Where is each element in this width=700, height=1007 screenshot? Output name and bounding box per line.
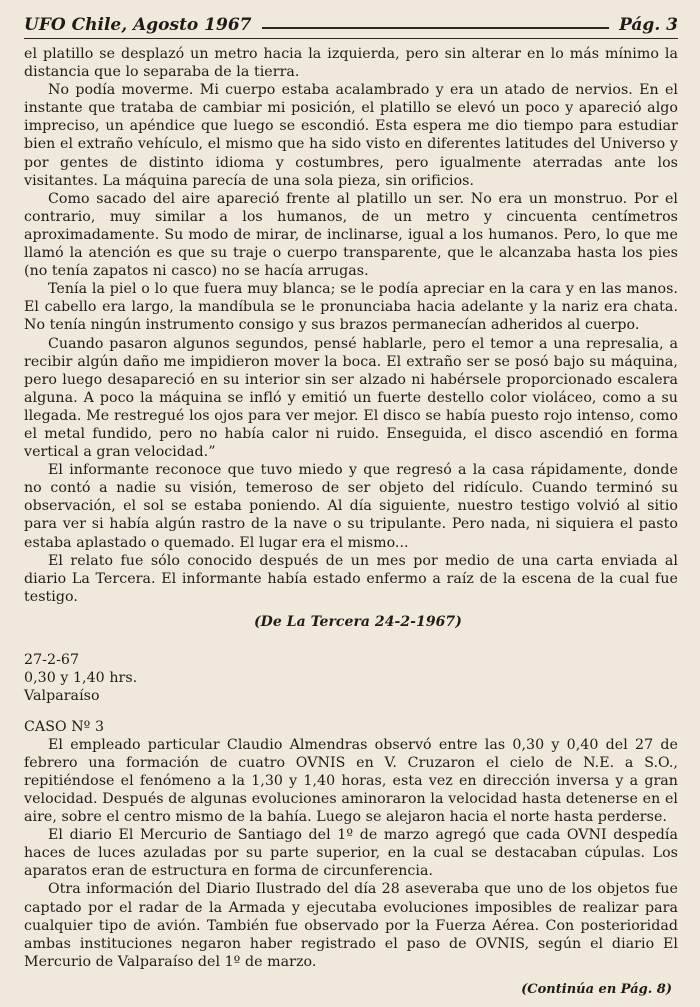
case-time: 0,30 y 1,40 hrs. [24, 670, 138, 687]
article-body [24, 45, 678, 971]
article-paragraph: Como sacado del aire apareció frente al platillo un ser. No era un monstruo. Por el contrario, muy similar a los humanos, de un metro y cincuenta centímetros aproximadamente. Su modo de mirar, de inclinarse, igual a los humanos. Pero, lo que me llamó la atención es que su traje o cuerpo transparente, que le alcanzaba hasta los pies (no tenía zapatos ni casco) no se hacía arrugas. [24, 190, 678, 280]
case-paragraph: El diario El Mercurio de Santiago del 1º de marzo agregó que cada OVNI despedía haces de luces azuladas por su parte superior, en la cual se destacaban cúpulas. Los aparatos eran de estructura en forma de circunferencia. [24, 827, 678, 880]
header-underline [24, 38, 678, 39]
case-title: CASO Nº 3 [24, 718, 105, 735]
page-number: Pág. 3 [619, 15, 678, 35]
case-place: Valparaíso [24, 688, 100, 705]
article-paragraph: El informante reconoce que tuvo miedo y que regresó a la casa rápidamente, donde no contó a nadie su visión, temeroso de ser objeto del ridículo. Cuando terminó su observación, el sol se estaba poniendo. Al día siguiente, nuestro testigo volvió al sitio para ver si había algún rastro de la nave o su tripulante. Pero nada, ni siquiera el pasto estaba aplastado o quemado. El lugar era el mismo... [24, 462, 678, 551]
continued-note: (Continúa en Pág. 8) [521, 982, 672, 997]
article-paragraph: Cuando pasaron algunos segundos, pensé hablarle, pero el temor a una represalia, a recibir algún daño me impidieron mover la boca. El extraño ser se posó bajo su máquina, pero luego desapareció en su interior sin ser alzado ni habérsele proporcionado escalera alguna. A poco la máquina se infló y emitió un fuerte destello color violáceo, como a su llegada. Me restregué los ojos para ver mejor. El disco se había puesto rojo intenso, como el metal fundido, pero no había calor ni ruido. Enseguida, el disco ascendió en forma vertical a gran velocidad.” [24, 335, 678, 461]
case-paragraph: Otra información del Diario Ilustrado del día 28 aseveraba que uno de los objetos fue captado por el radar de la Armada y ejecutaba evoluciones imposibles de realizar para cualquier tipo de avión. También fue observado por la Fuerza Aérea. Con posterioridad ambas instituciones negaron haber registrado el paso de OVNIS, según el diario El Mercurio de Valparaíso del 1º de marzo. [24, 881, 678, 970]
publication-title: UFO Chile, Agosto 1967 [24, 15, 252, 35]
article-paragraph: No podía moverme. Mi cuerpo estaba acalambrado y era un atado de nervios. En el instante que trataba de cambiar mi posición, el platillo se elevó un poco y apareció algo impreciso, un apéndice que luego se escondió. Esta espera me dio tiempo para estudiar bien el extraño vehículo, el mismo que ha sido visto en diferentes latitudes del Universo y por gentes de distinto idioma y costumbres, pero igualmente aterradas ante los visitantes. La máquina parecía de una sola pieza, sin orificios. [24, 82, 678, 189]
article-source: (De La Tercera 24-2-1967) [254, 613, 462, 630]
case-metadata [24, 651, 678, 706]
article-paragraph: el platillo se desplazó un metro hacia la izquierda, pero sin alterar en lo más mínimo la distancia que lo separaba de la tierra. [24, 46, 678, 81]
article-paragraph: Tenía la piel o lo que fuera muy blanca; se le podía apreciar en la cara y en las manos. El cabello era largo, la mandíbula se le pronunciaba hacia adelante y la nariz era chata. No tenía ningún instrumento consigo y sus brazos permanecían adheridos al cuerpo. [24, 281, 678, 334]
case-paragraph: El empleado particular Claudio Almendras observó entre las 0,30 y 0,40 del 27 de febrero una formación de cuatro OVNIS en V. Cruzaron el cielo de N.E. a S.O., repitiéndose el fenómeno a la 1,30 y 1,40 horas, esta vez en dirección inversa y a gran velocidad. Después de algunas evoluciones aminoraron la velocidad hasta detenerse en el aire, sobre el centro mismo de la bahía. Luego se alejaron hacia el norte hasta perderse. [24, 736, 678, 826]
page-header [24, 12, 678, 38]
case-date: 27-2-67 [24, 652, 80, 668]
header-rule [262, 27, 610, 29]
article-paragraph: El relato fue sólo conocido después de un mes por medio de una carta enviada al diario La Tercera. El informante había estado enfermo a raíz de la escena de la cual fue testigo. [24, 552, 678, 605]
